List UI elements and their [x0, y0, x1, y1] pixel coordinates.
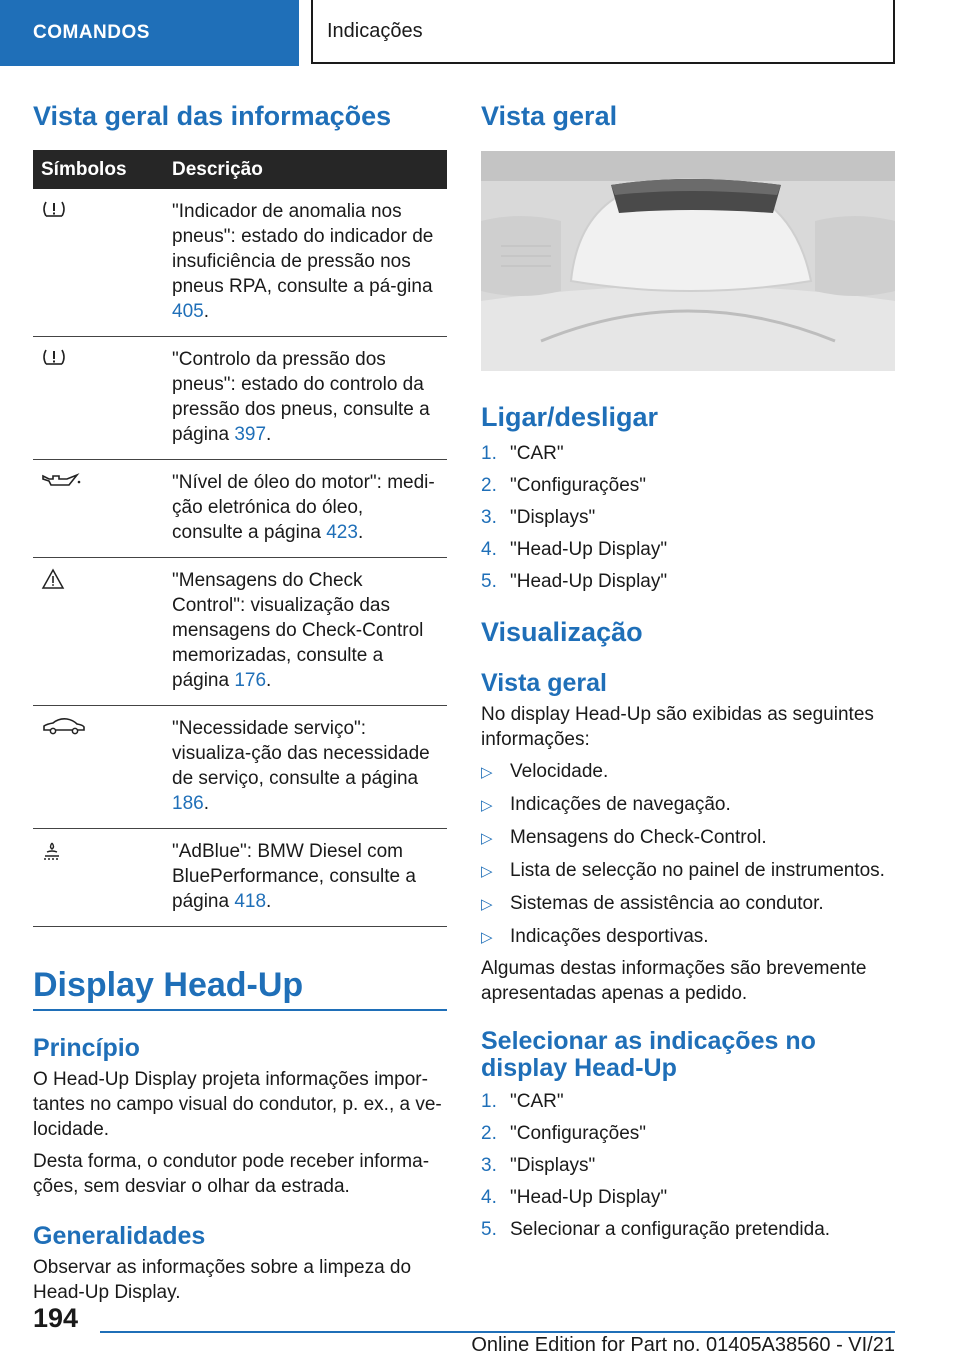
row-description: "AdBlue": BMW Diesel com BluePerformance, consulte a página [172, 841, 416, 913]
list-item: ▷ Indicações desportivas. [481, 921, 895, 954]
list-item: 5. "Head-Up Display" [481, 570, 668, 592]
oil-can-icon [41, 470, 81, 490]
display-sub-title: Vista geral [481, 669, 608, 698]
list-item: 5. Selecionar a configuração pretendida. [481, 1219, 831, 1241]
section-tab [311, 0, 895, 64]
page-link[interactable]: 423 [326, 522, 358, 544]
page-link[interactable]: 405 [172, 301, 204, 323]
table-row: "AdBlue": BMW Diesel com BluePerformance, consulte a página 418. [33, 829, 447, 927]
table-row: "Controlo da pressão dos pneus": estado do controlo da pressão dos pneus, consulte a página 397. [33, 337, 447, 460]
page-link[interactable]: 418 [234, 891, 267, 913]
table-row: "Indicador de anomalia nos pneus": estado do indicador de insuficiência de pressão nos pneus RPA, consulte a pá-gina 405. [33, 189, 447, 337]
tire-pressure-monitor-icon [41, 347, 67, 367]
display-intro: No display Head-Up são exibidas as seguintes informações: [481, 704, 874, 751]
symbols-table [33, 150, 447, 927]
principle-title: Princípio [33, 1034, 140, 1063]
page-link[interactable]: 397 [234, 424, 267, 446]
display-items [481, 756, 895, 954]
row-description: "Controlo da pressão dos pneus": estado do controlo da pressão dos pneus, consulte a página [172, 349, 430, 446]
list-item: 1. "CAR" [481, 1091, 564, 1113]
hud-title: Display Head-Up [33, 965, 447, 1011]
list-item: 2. "Configurações" [481, 474, 647, 496]
list-item: 3. "Displays" [481, 506, 596, 528]
select-steps [481, 1086, 895, 1246]
list-item: ▷ Mensagens do Check-Control. [481, 822, 895, 855]
list-item: ▷ Sistemas de assistência ao condutor. [481, 888, 895, 921]
table-row: "Mensagens do Check Control": visualização das mensagens do Check-Control memorizadas, consulte a página 176. [33, 558, 447, 706]
chapter-label: COMANDOS [33, 22, 150, 43]
general-paragraph: Observar as informações sobre a limpeza do Head-Up Display. [33, 1257, 412, 1304]
right-column [481, 100, 895, 1246]
table-header-symbols: Símbolos [33, 150, 164, 189]
list-item: 3. "Displays" [481, 1155, 596, 1177]
table-row: "Nível de óleo do motor": medi-ção eletrónica do óleo, consulte a página 423. [33, 460, 447, 558]
onoff-steps [481, 438, 895, 598]
overview-title: Vista geral das informações [33, 101, 392, 131]
page-link[interactable]: 186 [172, 793, 204, 815]
page-link[interactable]: 176 [234, 670, 267, 692]
bullet-triangle-icon: ▷ [481, 830, 493, 848]
list-item: 1. "CAR" [481, 442, 564, 464]
principle-paragraph-1: O Head-Up Display projeta informações impor-tantes no campo visual do condutor, p. ex., a ve-locidade. [33, 1069, 442, 1141]
bullet-triangle-icon: ▷ [481, 929, 493, 947]
adblue-icon [41, 839, 63, 861]
left-column [33, 100, 447, 1305]
principle-paragraph-2: Desta forma, o condutor pode receber informa-ções, sem desviar o olhar da estrada. [33, 1151, 430, 1198]
list-item: 2. "Configurações" [481, 1123, 647, 1145]
select-title: Selecionar as indicações no display Head-Up [481, 1027, 816, 1083]
bullet-triangle-icon: ▷ [481, 764, 493, 782]
car-service-icon [41, 716, 87, 736]
display-note: Algumas destas informações são brevemente apresentadas apenas a pedido. [481, 958, 867, 1005]
head-up-display-photo [481, 151, 895, 371]
onoff-title: Ligar/desligar [481, 402, 659, 433]
list-item: ▷ Lista de selecção no painel de instrumentos. [481, 855, 895, 888]
bullet-triangle-icon: ▷ [481, 863, 493, 881]
list-item: ▷ Velocidade. [481, 756, 895, 789]
overview-right-title: Vista geral [481, 101, 618, 131]
list-item: ▷ Indicações de navegação. [481, 789, 895, 822]
list-item: 4. "Head-Up Display" [481, 538, 668, 560]
row-description: "Indicador de anomalia nos pneus": estado do indicador de insuficiência de pressão nos pneus RPA, consulte a pá-gina [172, 201, 434, 298]
table-header-description: Descrição [164, 150, 447, 189]
chapter-tab[interactable] [0, 0, 299, 66]
tire-pressure-warning-icon [41, 199, 67, 219]
list-item: 4. "Head-Up Display" [481, 1187, 668, 1209]
row-description: "Mensagens do Check Control": visualização das mensagens do Check-Control memorizadas, consulte a página [172, 570, 424, 692]
display-title: Visualização [481, 616, 643, 647]
footer-divider [100, 1331, 895, 1333]
hud-illustration [481, 151, 895, 371]
footer-edition: Online Edition for Part no. 01405A38560 - VI/21 [471, 1334, 895, 1356]
bullet-triangle-icon: ▷ [481, 896, 493, 914]
bullet-triangle-icon: ▷ [481, 797, 493, 815]
table-row: "Necessidade serviço": visualiza-ção das necessidade de serviço, consulte a página 186. [33, 706, 447, 829]
general-title: Generalidades [33, 1222, 206, 1251]
warning-triangle-icon [41, 568, 65, 590]
table-header-row [33, 150, 447, 189]
section-label: Indicações [327, 19, 423, 42]
row-description: "Nível de óleo do motor": medi-ção eletrónica do óleo, consulte a página [172, 472, 435, 544]
page-number: 194 [33, 1303, 79, 1333]
row-description: "Necessidade serviço": visualiza-ção das necessidade de serviço, consulte a página [172, 718, 430, 790]
